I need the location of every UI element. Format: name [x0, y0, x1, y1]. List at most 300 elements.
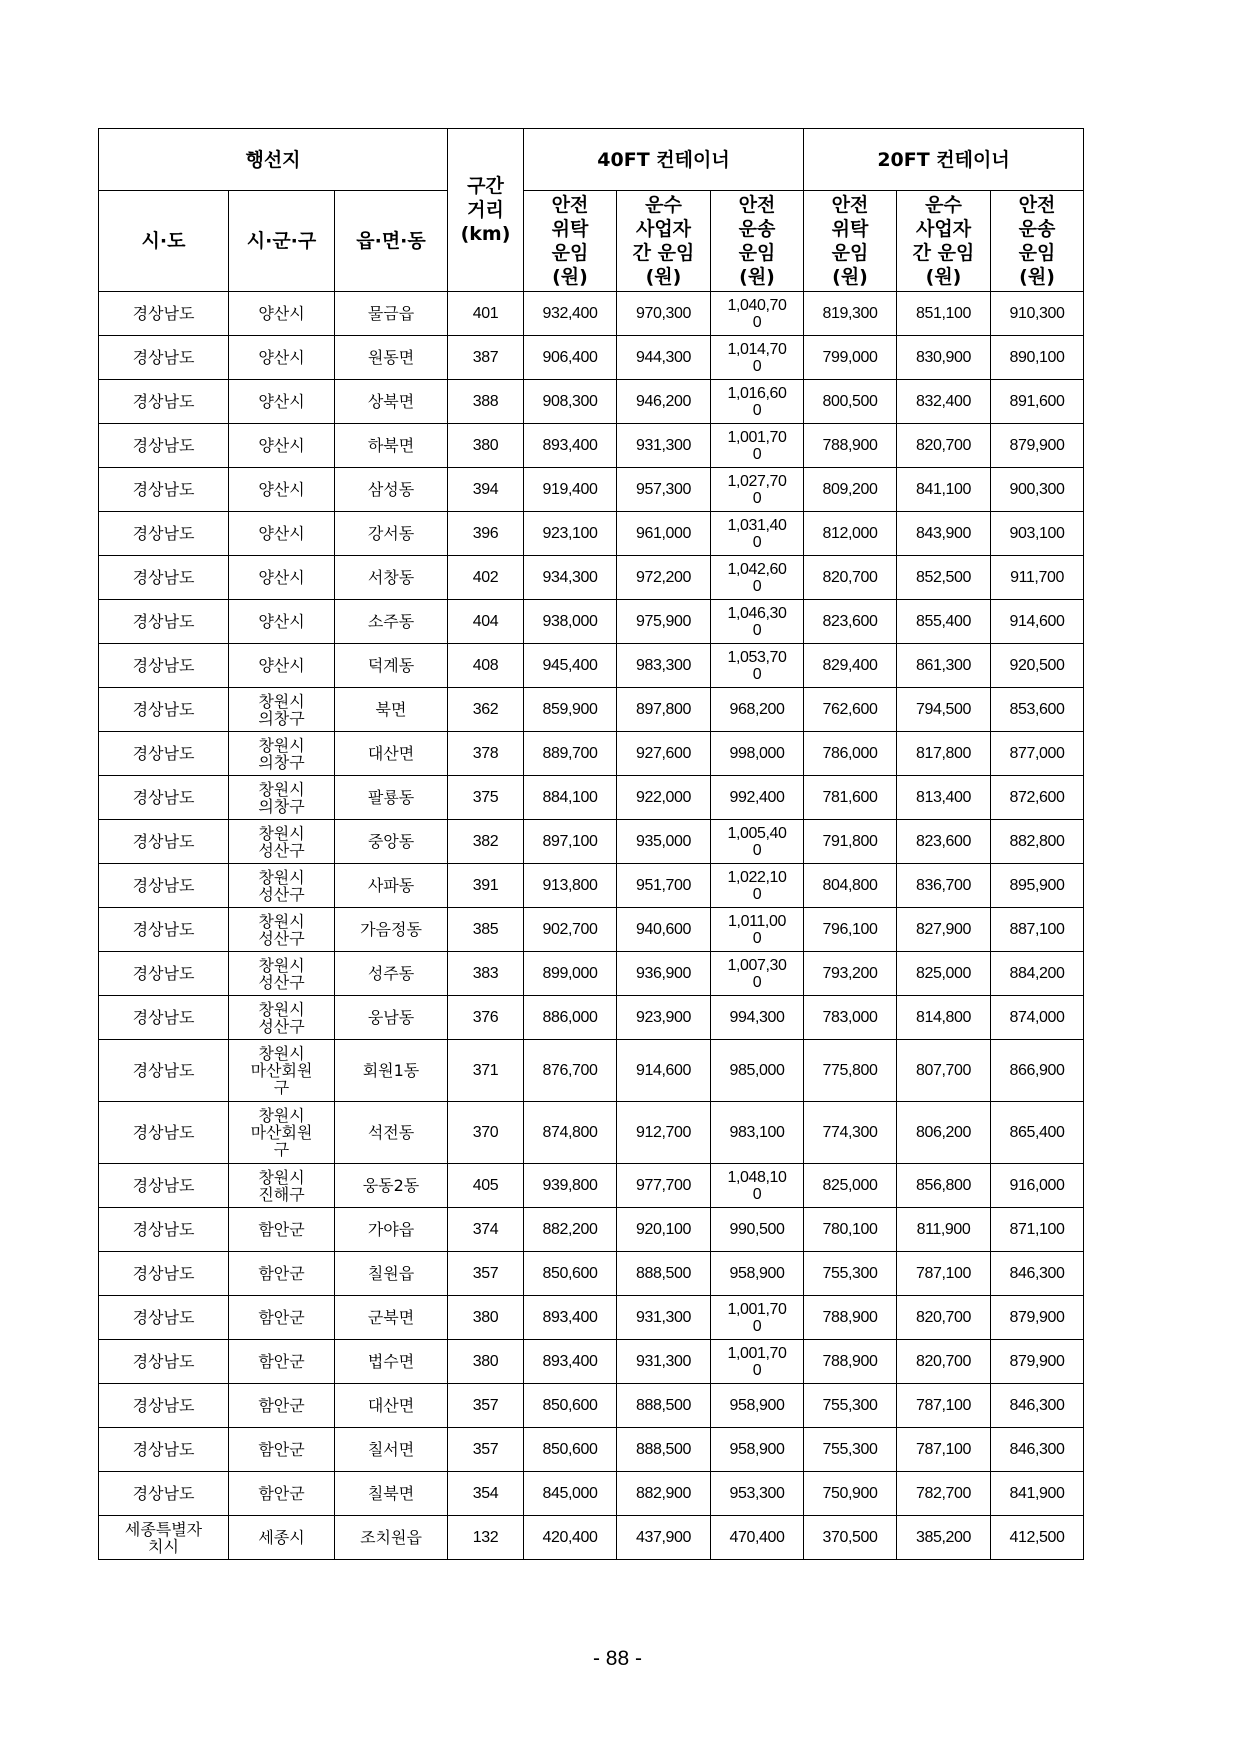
distance-cell: 385	[448, 908, 524, 952]
carrier-20ft-cell: 832,400	[897, 380, 991, 424]
eupmyeondong-cell: 덕계동	[335, 644, 448, 688]
carrier-40ft-cell: 977,700	[617, 1164, 711, 1208]
safe-consign-40ft-cell: 845,000	[524, 1472, 617, 1516]
safe-consign-20ft-cell: 775,800	[804, 1040, 897, 1102]
carrier-20ft-cell: 851,100	[897, 292, 991, 336]
carrier-20ft-cell: 825,000	[897, 952, 991, 996]
safe-transport-40ft-cell: 1,001,70 0	[711, 1296, 804, 1340]
safe-consign-20ft-cell: 788,900	[804, 424, 897, 468]
safe-transport-20ft-cell: 871,100	[991, 1208, 1084, 1252]
safe-consign-40ft-cell: 902,700	[524, 908, 617, 952]
carrier-40ft-cell: 944,300	[617, 336, 711, 380]
eupmyeondong-cell: 소주동	[335, 600, 448, 644]
sido-cell: 세종특별자 치시	[99, 1516, 229, 1560]
safe-transport-40ft-cell: 994,300	[711, 996, 804, 1040]
eupmyeondong-cell: 웅남동	[335, 996, 448, 1040]
distance-cell: 370	[448, 1102, 524, 1164]
safe-consign-40ft-cell: 893,400	[524, 1296, 617, 1340]
eupmyeondong-cell: 회원1동	[335, 1040, 448, 1102]
safe-consign-20ft-cell: 788,900	[804, 1296, 897, 1340]
carrier-20ft-cell: 820,700	[897, 1340, 991, 1384]
carrier-20ft-cell: 830,900	[897, 336, 991, 380]
safe-transport-20ft-cell: 874,000	[991, 996, 1084, 1040]
sigungu-cell: 함안군	[229, 1208, 335, 1252]
table-row	[99, 1040, 1084, 1102]
safe-transport-40ft-cell: 958,900	[711, 1252, 804, 1296]
safe-consign-40ft-cell: 939,800	[524, 1164, 617, 1208]
safe-consign-20ft-cell: 781,600	[804, 776, 897, 820]
safe-transport-20ft-cell: 877,000	[991, 732, 1084, 776]
safe-transport-40ft-cell: 1,007,30 0	[711, 952, 804, 996]
distance-cell: 391	[448, 864, 524, 908]
table-row	[99, 996, 1084, 1040]
carrier-40ft-cell: 935,000	[617, 820, 711, 864]
safe-consign-40ft-cell: 923,100	[524, 512, 617, 556]
eupmyeondong-cell: 물금읍	[335, 292, 448, 336]
sigungu-cell: 창원시 진해구	[229, 1164, 335, 1208]
safe-consign-40ft-cell: 908,300	[524, 380, 617, 424]
sido-cell: 경상남도	[99, 468, 229, 512]
eupmyeondong-cell: 법수면	[335, 1340, 448, 1384]
safe-transport-20ft-cell: 865,400	[991, 1102, 1084, 1164]
safe-transport-20ft-cell: 890,100	[991, 336, 1084, 380]
safe-transport-40ft-cell: 1,040,70 0	[711, 292, 804, 336]
table-row	[99, 1516, 1084, 1560]
safe-transport-20ft-cell: 900,300	[991, 468, 1084, 512]
sigungu-cell: 창원시 의창구	[229, 776, 335, 820]
safe-consign-20ft-cell: 804,800	[804, 864, 897, 908]
safe-transport-20ft-cell: 895,900	[991, 864, 1084, 908]
safe-consign-20ft-cell: 786,000	[804, 732, 897, 776]
table-row	[99, 512, 1084, 556]
safe-consign-20ft-cell: 788,900	[804, 1340, 897, 1384]
sido-cell: 경상남도	[99, 1208, 229, 1252]
carrier-40ft-cell: 920,100	[617, 1208, 711, 1252]
sigungu-cell: 양산시	[229, 644, 335, 688]
safe-transport-40ft-cell: 1,053,70 0	[711, 644, 804, 688]
carrier-20ft-cell: 836,700	[897, 864, 991, 908]
sido-cell: 경상남도	[99, 1164, 229, 1208]
distance-cell: 383	[448, 952, 524, 996]
table-row	[99, 776, 1084, 820]
safe-consign-20ft-header: 안전 위탁 운임 (원)	[804, 191, 897, 292]
carrier-40ft-cell: 961,000	[617, 512, 711, 556]
eupmyeondong-cell: 가음정동	[335, 908, 448, 952]
sido-cell: 경상남도	[99, 1384, 229, 1428]
safe-transport-40ft-cell: 1,005,40 0	[711, 820, 804, 864]
sido-cell: 경상남도	[99, 996, 229, 1040]
sido-cell: 경상남도	[99, 644, 229, 688]
carrier-40ft-cell: 888,500	[617, 1384, 711, 1428]
safe-transport-40ft-cell: 998,000	[711, 732, 804, 776]
safe-consign-40ft-cell: 938,000	[524, 600, 617, 644]
carrier-20ft-cell: 841,100	[897, 468, 991, 512]
carrier-40ft-cell: 931,300	[617, 424, 711, 468]
safe-transport-40ft-cell: 1,014,70 0	[711, 336, 804, 380]
safe-consign-40ft-cell: 420,400	[524, 1516, 617, 1560]
distance-cell: 375	[448, 776, 524, 820]
safe-consign-40ft-cell: 945,400	[524, 644, 617, 688]
carrier-40ft-cell: 897,800	[617, 688, 711, 732]
distance-cell: 401	[448, 292, 524, 336]
eupmyeondong-header: 읍·면·동	[335, 191, 448, 292]
carrier-20ft-cell: 820,700	[897, 1296, 991, 1340]
safe-consign-20ft-cell: 370,500	[804, 1516, 897, 1560]
carrier-40ft-cell: 975,900	[617, 600, 711, 644]
safe-consign-40ft-cell: 859,900	[524, 688, 617, 732]
safe-consign-40ft-cell: 876,700	[524, 1040, 617, 1102]
distance-cell: 376	[448, 996, 524, 1040]
distance-cell: 132	[448, 1516, 524, 1560]
safe-transport-20ft-cell: 914,600	[991, 600, 1084, 644]
safe-transport-40ft-cell: 983,100	[711, 1102, 804, 1164]
safe-transport-20ft-cell: 853,600	[991, 688, 1084, 732]
sigungu-cell: 함안군	[229, 1296, 335, 1340]
safe-consign-20ft-cell: 791,800	[804, 820, 897, 864]
carrier-20ft-cell: 787,100	[897, 1428, 991, 1472]
carrier-20ft-cell: 861,300	[897, 644, 991, 688]
carrier-40ft-cell: 936,900	[617, 952, 711, 996]
freight-rate-table	[98, 128, 1084, 1560]
safe-consign-20ft-cell: 796,100	[804, 908, 897, 952]
sigungu-cell: 함안군	[229, 1384, 335, 1428]
safe-consign-20ft-cell: 799,000	[804, 336, 897, 380]
carrier-40ft-cell: 957,300	[617, 468, 711, 512]
safe-transport-40ft-cell: 1,001,70 0	[711, 424, 804, 468]
table-row	[99, 1296, 1084, 1340]
carrier-40ft-cell: 923,900	[617, 996, 711, 1040]
group-20ft-header: 20FT 컨테이너	[804, 129, 1084, 191]
sido-cell: 경상남도	[99, 688, 229, 732]
sigungu-cell: 양산시	[229, 512, 335, 556]
sido-cell: 경상남도	[99, 1102, 229, 1164]
safe-transport-40ft-cell: 1,042,60 0	[711, 556, 804, 600]
carrier-20ft-cell: 843,900	[897, 512, 991, 556]
safe-transport-40ft-cell: 985,000	[711, 1040, 804, 1102]
distance-cell: 357	[448, 1428, 524, 1472]
safe-consign-20ft-cell: 774,300	[804, 1102, 897, 1164]
safe-consign-20ft-cell: 783,000	[804, 996, 897, 1040]
sido-cell: 경상남도	[99, 864, 229, 908]
safe-transport-40ft-cell: 1,031,40 0	[711, 512, 804, 556]
safe-transport-20ft-cell: 910,300	[991, 292, 1084, 336]
safe-transport-20ft-cell: 891,600	[991, 380, 1084, 424]
eupmyeondong-cell: 조치원읍	[335, 1516, 448, 1560]
eupmyeondong-cell: 팔룡동	[335, 776, 448, 820]
sido-cell: 경상남도	[99, 512, 229, 556]
carrier-40ft-header: 운수 사업자 간 운임 (원)	[617, 191, 711, 292]
safe-consign-40ft-cell: 889,700	[524, 732, 617, 776]
destination-header: 행선지	[99, 129, 448, 191]
carrier-40ft-cell: 951,700	[617, 864, 711, 908]
distance-cell: 408	[448, 644, 524, 688]
sido-cell: 경상남도	[99, 908, 229, 952]
eupmyeondong-cell: 대산면	[335, 1384, 448, 1428]
table-row	[99, 688, 1084, 732]
sigungu-cell: 양산시	[229, 292, 335, 336]
carrier-20ft-cell: 806,200	[897, 1102, 991, 1164]
eupmyeondong-cell: 사파동	[335, 864, 448, 908]
eupmyeondong-cell: 칠북면	[335, 1472, 448, 1516]
eupmyeondong-cell: 가야읍	[335, 1208, 448, 1252]
sigungu-cell: 함안군	[229, 1428, 335, 1472]
safe-transport-40ft-cell: 1,027,70 0	[711, 468, 804, 512]
sido-cell: 경상남도	[99, 1252, 229, 1296]
safe-consign-20ft-cell: 755,300	[804, 1384, 897, 1428]
eupmyeondong-cell: 북면	[335, 688, 448, 732]
safe-consign-20ft-cell: 780,100	[804, 1208, 897, 1252]
carrier-40ft-cell: 888,500	[617, 1252, 711, 1296]
safe-transport-20ft-cell: 916,000	[991, 1164, 1084, 1208]
safe-consign-20ft-cell: 755,300	[804, 1252, 897, 1296]
sigungu-cell: 양산시	[229, 380, 335, 424]
safe-consign-40ft-cell: 919,400	[524, 468, 617, 512]
eupmyeondong-cell: 중앙동	[335, 820, 448, 864]
carrier-20ft-cell: 823,600	[897, 820, 991, 864]
sigungu-header: 시·군·구	[229, 191, 335, 292]
distance-header: 구간 거리 (km)	[448, 129, 524, 292]
sido-cell: 경상남도	[99, 336, 229, 380]
sido-cell: 경상남도	[99, 1296, 229, 1340]
sigungu-cell: 창원시 성산구	[229, 864, 335, 908]
eupmyeondong-cell: 웅동2동	[335, 1164, 448, 1208]
table-row	[99, 908, 1084, 952]
sigungu-cell: 창원시 의창구	[229, 732, 335, 776]
table-row	[99, 644, 1084, 688]
safe-transport-20ft-cell: 882,800	[991, 820, 1084, 864]
carrier-40ft-cell: 922,000	[617, 776, 711, 820]
carrier-40ft-cell: 912,700	[617, 1102, 711, 1164]
safe-consign-40ft-cell: 906,400	[524, 336, 617, 380]
sigungu-cell: 양산시	[229, 336, 335, 380]
safe-consign-20ft-cell: 762,600	[804, 688, 897, 732]
safe-transport-40ft-cell: 953,300	[711, 1472, 804, 1516]
eupmyeondong-cell: 원동면	[335, 336, 448, 380]
carrier-40ft-cell: 970,300	[617, 292, 711, 336]
eupmyeondong-cell: 삼성동	[335, 468, 448, 512]
safe-transport-40ft-cell: 1,048,10 0	[711, 1164, 804, 1208]
carrier-40ft-cell: 931,300	[617, 1340, 711, 1384]
distance-cell: 362	[448, 688, 524, 732]
carrier-40ft-cell: 882,900	[617, 1472, 711, 1516]
carrier-40ft-cell: 972,200	[617, 556, 711, 600]
safe-transport-40ft-cell: 470,400	[711, 1516, 804, 1560]
safe-consign-40ft-cell: 882,200	[524, 1208, 617, 1252]
sido-cell: 경상남도	[99, 1340, 229, 1384]
carrier-20ft-cell: 811,900	[897, 1208, 991, 1252]
sido-cell: 경상남도	[99, 380, 229, 424]
eupmyeondong-cell: 대산면	[335, 732, 448, 776]
table-row	[99, 468, 1084, 512]
sido-header: 시·도	[99, 191, 229, 292]
safe-transport-20ft-header: 안전 운송 운임 (원)	[991, 191, 1084, 292]
sigungu-cell: 세종시	[229, 1516, 335, 1560]
eupmyeondong-cell: 강서동	[335, 512, 448, 556]
table-row	[99, 732, 1084, 776]
carrier-20ft-cell: 787,100	[897, 1384, 991, 1428]
sigungu-cell: 양산시	[229, 600, 335, 644]
sigungu-cell: 함안군	[229, 1472, 335, 1516]
safe-consign-20ft-cell: 755,300	[804, 1428, 897, 1472]
safe-consign-20ft-cell: 820,700	[804, 556, 897, 600]
distance-cell: 405	[448, 1164, 524, 1208]
distance-cell: 354	[448, 1472, 524, 1516]
sigungu-cell: 양산시	[229, 424, 335, 468]
table-row	[99, 1340, 1084, 1384]
safe-transport-20ft-cell: 920,500	[991, 644, 1084, 688]
eupmyeondong-cell: 하북면	[335, 424, 448, 468]
distance-cell: 382	[448, 820, 524, 864]
table-row	[99, 1102, 1084, 1164]
safe-consign-20ft-cell: 809,200	[804, 468, 897, 512]
eupmyeondong-cell: 상북면	[335, 380, 448, 424]
sido-cell: 경상남도	[99, 952, 229, 996]
carrier-20ft-cell: 852,500	[897, 556, 991, 600]
safe-transport-20ft-cell: 884,200	[991, 952, 1084, 996]
safe-transport-20ft-cell: 846,300	[991, 1384, 1084, 1428]
safe-consign-40ft-cell: 932,400	[524, 292, 617, 336]
sigungu-cell: 창원시 성산구	[229, 820, 335, 864]
sido-cell: 경상남도	[99, 556, 229, 600]
carrier-40ft-cell: 983,300	[617, 644, 711, 688]
distance-cell: 380	[448, 424, 524, 468]
table-row	[99, 820, 1084, 864]
carrier-20ft-header: 운수 사업자 간 운임 (원)	[897, 191, 991, 292]
safe-transport-20ft-cell: 887,100	[991, 908, 1084, 952]
carrier-20ft-cell: 820,700	[897, 424, 991, 468]
table-row	[99, 336, 1084, 380]
eupmyeondong-cell: 성주동	[335, 952, 448, 996]
safe-consign-20ft-cell: 825,000	[804, 1164, 897, 1208]
safe-consign-40ft-cell: 886,000	[524, 996, 617, 1040]
safe-transport-40ft-cell: 990,500	[711, 1208, 804, 1252]
sigungu-cell: 창원시 마산회원 구	[229, 1040, 335, 1102]
safe-consign-40ft-header: 안전 위탁 운임 (원)	[524, 191, 617, 292]
distance-cell: 374	[448, 1208, 524, 1252]
carrier-40ft-cell: 888,500	[617, 1428, 711, 1472]
sido-cell: 경상남도	[99, 292, 229, 336]
safe-transport-40ft-cell: 1,016,60 0	[711, 380, 804, 424]
carrier-20ft-cell: 855,400	[897, 600, 991, 644]
distance-cell: 402	[448, 556, 524, 600]
distance-cell: 380	[448, 1340, 524, 1384]
safe-consign-20ft-cell: 750,900	[804, 1472, 897, 1516]
safe-transport-40ft-cell: 1,022,10 0	[711, 864, 804, 908]
table-row	[99, 1472, 1084, 1516]
table-row	[99, 292, 1084, 336]
table-row	[99, 600, 1084, 644]
sigungu-cell: 양산시	[229, 556, 335, 600]
carrier-20ft-cell: 794,500	[897, 688, 991, 732]
safe-transport-40ft-cell: 992,400	[711, 776, 804, 820]
table-row	[99, 380, 1084, 424]
safe-transport-20ft-cell: 911,700	[991, 556, 1084, 600]
safe-consign-40ft-cell: 850,600	[524, 1252, 617, 1296]
sigungu-cell: 창원시 성산구	[229, 996, 335, 1040]
table-row	[99, 1428, 1084, 1472]
distance-cell: 388	[448, 380, 524, 424]
table-row	[99, 556, 1084, 600]
safe-transport-40ft-cell: 1,001,70 0	[711, 1340, 804, 1384]
safe-transport-20ft-cell: 412,500	[991, 1516, 1084, 1560]
distance-cell: 378	[448, 732, 524, 776]
safe-consign-40ft-cell: 899,000	[524, 952, 617, 996]
carrier-40ft-cell: 437,900	[617, 1516, 711, 1560]
eupmyeondong-cell: 군북면	[335, 1296, 448, 1340]
safe-transport-20ft-cell: 846,300	[991, 1428, 1084, 1472]
eupmyeondong-cell: 칠서면	[335, 1428, 448, 1472]
table-body	[99, 292, 1084, 1560]
group-40ft-header: 40FT 컨테이너	[524, 129, 804, 191]
safe-transport-40ft-cell: 958,900	[711, 1428, 804, 1472]
carrier-20ft-cell: 813,400	[897, 776, 991, 820]
sido-cell: 경상남도	[99, 1472, 229, 1516]
sigungu-cell: 창원시 성산구	[229, 908, 335, 952]
safe-consign-40ft-cell: 893,400	[524, 424, 617, 468]
carrier-40ft-cell: 914,600	[617, 1040, 711, 1102]
safe-consign-20ft-cell: 819,300	[804, 292, 897, 336]
safe-transport-20ft-cell: 841,900	[991, 1472, 1084, 1516]
safe-consign-40ft-cell: 850,600	[524, 1428, 617, 1472]
sido-cell: 경상남도	[99, 732, 229, 776]
safe-consign-20ft-cell: 829,400	[804, 644, 897, 688]
carrier-20ft-cell: 385,200	[897, 1516, 991, 1560]
safe-consign-20ft-cell: 823,600	[804, 600, 897, 644]
safe-transport-40ft-header: 안전 운송 운임 (원)	[711, 191, 804, 292]
distance-cell: 357	[448, 1252, 524, 1296]
sigungu-cell: 창원시 마산회원 구	[229, 1102, 335, 1164]
safe-consign-20ft-cell: 800,500	[804, 380, 897, 424]
safe-consign-40ft-cell: 897,100	[524, 820, 617, 864]
sido-cell: 경상남도	[99, 1040, 229, 1102]
safe-transport-20ft-cell: 866,900	[991, 1040, 1084, 1102]
safe-consign-40ft-cell: 850,600	[524, 1384, 617, 1428]
sigungu-cell: 함안군	[229, 1340, 335, 1384]
carrier-20ft-cell: 807,700	[897, 1040, 991, 1102]
sido-cell: 경상남도	[99, 424, 229, 468]
distance-cell: 357	[448, 1384, 524, 1428]
safe-transport-20ft-cell: 846,300	[991, 1252, 1084, 1296]
carrier-40ft-cell: 940,600	[617, 908, 711, 952]
distance-cell: 404	[448, 600, 524, 644]
sigungu-cell: 창원시 성산구	[229, 952, 335, 996]
eupmyeondong-cell: 석전동	[335, 1102, 448, 1164]
safe-consign-20ft-cell: 812,000	[804, 512, 897, 556]
safe-transport-40ft-cell: 958,900	[711, 1384, 804, 1428]
carrier-40ft-cell: 946,200	[617, 380, 711, 424]
distance-cell: 380	[448, 1296, 524, 1340]
carrier-20ft-cell: 782,700	[897, 1472, 991, 1516]
carrier-20ft-cell: 827,900	[897, 908, 991, 952]
eupmyeondong-cell: 칠원읍	[335, 1252, 448, 1296]
safe-transport-40ft-cell: 968,200	[711, 688, 804, 732]
safe-transport-20ft-cell: 879,900	[991, 424, 1084, 468]
distance-cell: 387	[448, 336, 524, 380]
sigungu-cell: 함안군	[229, 1252, 335, 1296]
table-header	[99, 129, 1084, 292]
sigungu-cell: 양산시	[229, 468, 335, 512]
table-row	[99, 424, 1084, 468]
distance-cell: 394	[448, 468, 524, 512]
table-row	[99, 1252, 1084, 1296]
table-row	[99, 864, 1084, 908]
safe-consign-20ft-cell: 793,200	[804, 952, 897, 996]
safe-transport-40ft-cell: 1,011,00 0	[711, 908, 804, 952]
table-row	[99, 1164, 1084, 1208]
safe-consign-40ft-cell: 934,300	[524, 556, 617, 600]
sido-cell: 경상남도	[99, 600, 229, 644]
sido-cell: 경상남도	[99, 1428, 229, 1472]
